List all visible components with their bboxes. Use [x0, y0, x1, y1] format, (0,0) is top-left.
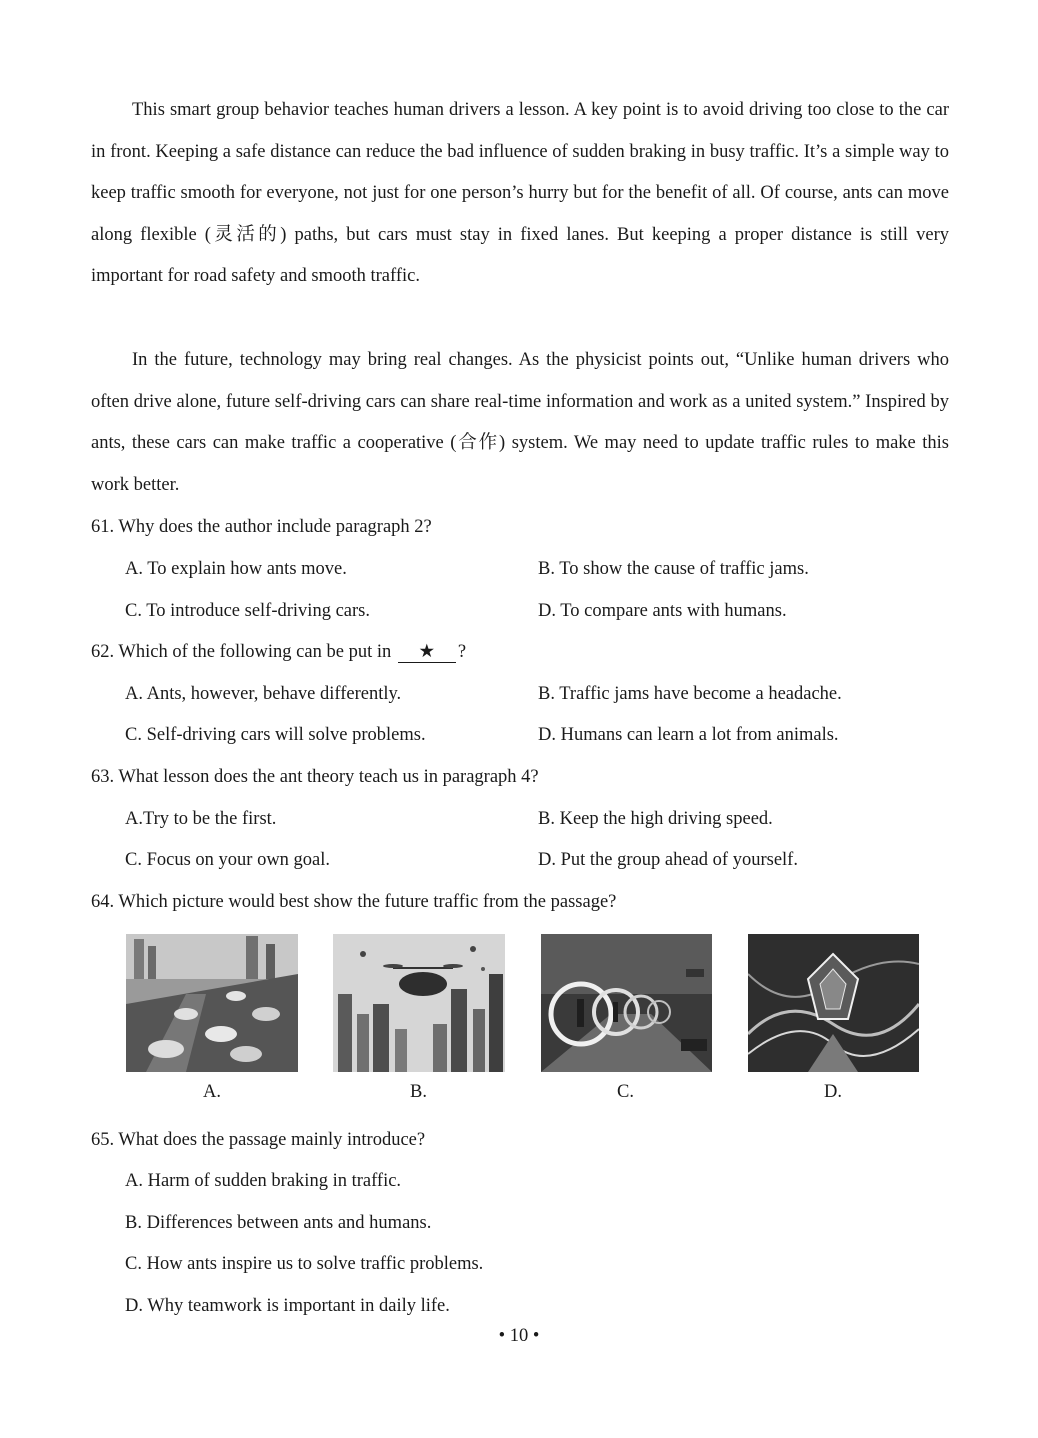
passage-paragraph-1: This smart group behavior teaches human drivers a lesson. A key point is to avoid driving too close to the car in front. Keeping a safe distance can reduce the bad influence of sudden braking in busy traffic. It’s a simple way to keep traffic smooth for everyone, not just for one person’s hurry but for the benefit of all. Of course, ants can move along flexible (灵活的) paths, but cars must stay in fixed lanes. But keeping a proper distance is still very important for road safety and smooth traffic. — [91, 100, 949, 287]
question-61-option-c[interactable]: C. To introduce self-driving cars. — [125, 601, 370, 621]
question-65-option-c[interactable]: C. How ants inspire us to solve traffic problems. — [125, 1254, 484, 1274]
question-65-option-b[interactable]: B. Differences between ants and humans. — [125, 1213, 432, 1233]
question-61-option-a[interactable]: A. To explain how ants move. — [125, 559, 347, 579]
picture-label-a: A. — [203, 1082, 221, 1102]
picture-label-c: C. — [617, 1082, 634, 1102]
question-61-option-d[interactable]: D. To compare ants with humans. — [538, 601, 787, 621]
question-63-option-d[interactable]: D. Put the group ahead of yourself. — [538, 850, 798, 870]
question-62-stem-end: ? — [457, 642, 467, 662]
question-62-option-a[interactable]: A. Ants, however, behave differently. — [125, 684, 402, 704]
picture-label-d: D. — [824, 1082, 842, 1102]
question-62-option-b[interactable]: B. Traffic jams have become a headache. — [538, 684, 842, 704]
question-64-stem: 64. Which picture would best show the future traffic from the passage? — [91, 892, 617, 912]
picture-a-highway-cars[interactable] — [126, 934, 298, 1072]
picture-b-flying-drone-city[interactable] — [333, 934, 505, 1072]
question-61-option-b[interactable]: B. To show the cause of traffic jams. — [538, 559, 809, 579]
question-63-option-a[interactable]: A.Try to be the first. — [125, 809, 277, 829]
question-61-stem: 61. Why does the author include paragraph 2? — [91, 517, 432, 537]
question-63-option-c[interactable]: C. Focus on your own goal. — [125, 850, 331, 870]
question-63-stem: 63. What lesson does the ant theory teach us in paragraph 4? — [91, 767, 539, 787]
question-62-option-d[interactable]: D. Humans can learn a lot from animals. — [538, 725, 839, 745]
question-65-option-a[interactable]: A. Harm of sudden braking in traffic. — [125, 1171, 402, 1191]
question-65-stem: 65. What does the passage mainly introduce? — [91, 1130, 426, 1150]
question-62-stem-text: 62. Which of the following can be put in — [91, 642, 392, 662]
star-icon: ★ — [418, 642, 436, 662]
star-blank — [398, 642, 456, 663]
question-65-option-d[interactable]: D. Why teamwork is important in daily life. — [125, 1296, 450, 1316]
passage-paragraph-2: In the future, technology may bring real changes. As the physicist points out, “Unlike human drivers who often drive alone, future self-driving cars can share real-time information and work as a united system.” Inspired by ants, these cars can make traffic a cooperative (合作) system. We may need to update traffic rules to make this work better. — [91, 350, 949, 495]
picture-d-abstract-shape[interactable] — [748, 934, 919, 1072]
picture-label-b: B. — [410, 1082, 427, 1102]
picture-c-light-portals[interactable] — [541, 934, 712, 1072]
question-62-option-c[interactable]: C. Self-driving cars will solve problems. — [125, 725, 426, 745]
page-number: • 10 • — [498, 1326, 540, 1346]
question-62-stem — [91, 640, 466, 664]
question-63-option-b[interactable]: B. Keep the high driving speed. — [538, 809, 773, 829]
